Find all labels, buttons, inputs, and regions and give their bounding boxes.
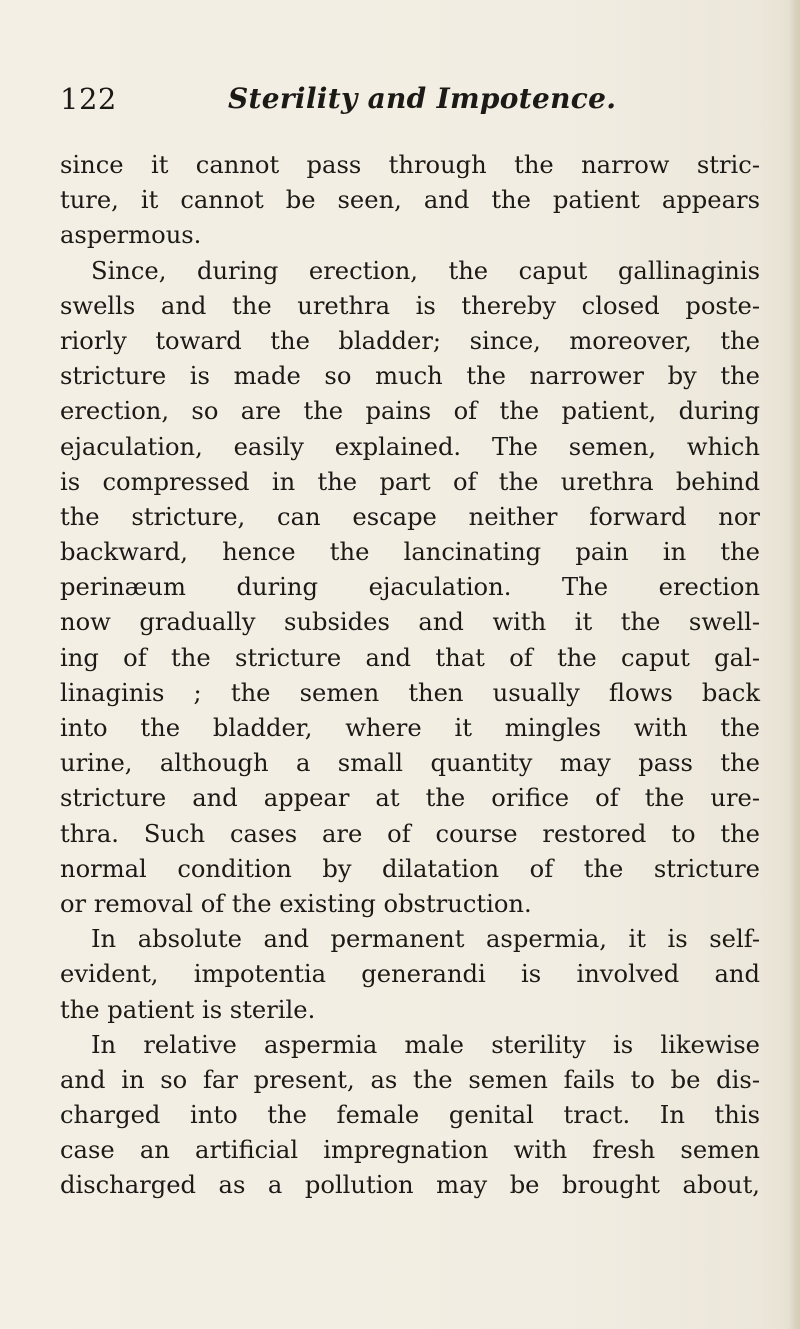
text-line: case an artificial impregnation with fresh semen: [60, 1136, 760, 1165]
body-text: [60, 148, 760, 1204]
text-line: is compressed in the part of the urethra behind: [60, 467, 760, 496]
text-line: stricture is made so much the narrower by the: [60, 362, 760, 391]
text-line: In relative aspermia male sterility is likewise: [91, 1030, 760, 1059]
running-title: Sterility and Impotence.: [228, 82, 617, 115]
text-line: stricture and appear at the orifice of the ure-: [60, 784, 760, 813]
text-line: swells and the urethra is thereby closed poste-: [60, 291, 760, 320]
text-line: or removal of the existing obstruction.: [60, 889, 532, 918]
text-line: charged into the female genital tract. In this: [60, 1101, 760, 1130]
text-line: thra. Such cases are of course restored to the: [60, 819, 760, 848]
text-line: the stricture, can escape neither forward nor: [60, 502, 760, 531]
page-number: 122: [60, 82, 117, 116]
text-line: In absolute and permanent aspermia, it is self-: [91, 925, 760, 954]
text-line: perinæum during ejaculation. The erection: [60, 573, 760, 602]
text-line: aspermous.: [60, 221, 202, 250]
text-line: ejaculation, easily explained. The semen, which: [60, 432, 760, 461]
page-edge-shadow: [788, 0, 800, 1329]
text-line: evident, impotentia generandi is involved and: [60, 960, 760, 989]
text-line: urine, although a small quantity may pass the: [60, 749, 760, 778]
text-line: the patient is sterile.: [60, 995, 316, 1024]
page-header: [60, 82, 740, 122]
text-line: since it cannot pass through the narrow stric-: [60, 151, 760, 179]
text-line: ture, it cannot be seen, and the patient appears: [60, 186, 760, 215]
text-line: normal condition by dilatation of the stricture: [60, 854, 760, 883]
text-line: riorly toward the bladder; since, moreover, the: [60, 326, 760, 355]
text-line: now gradually subsides and with it the swell-: [60, 608, 760, 637]
text-line: erection, so are the pains of the patient, during: [60, 397, 760, 426]
text-line: discharged as a pollution may be brought about,: [60, 1171, 760, 1200]
text-line: ing of the stricture and that of the caput gal-: [60, 643, 760, 672]
text-line: backward, hence the lancinating pain in the: [60, 538, 760, 567]
text-line: Since, during erection, the caput gallinaginis: [91, 256, 760, 285]
text-line: and in so far present, as the semen fails to be dis-: [60, 1065, 760, 1094]
text-line: into the bladder, where it mingles with the: [60, 714, 760, 742]
text-line: linaginis ; the semen then usually flows back: [60, 678, 760, 707]
